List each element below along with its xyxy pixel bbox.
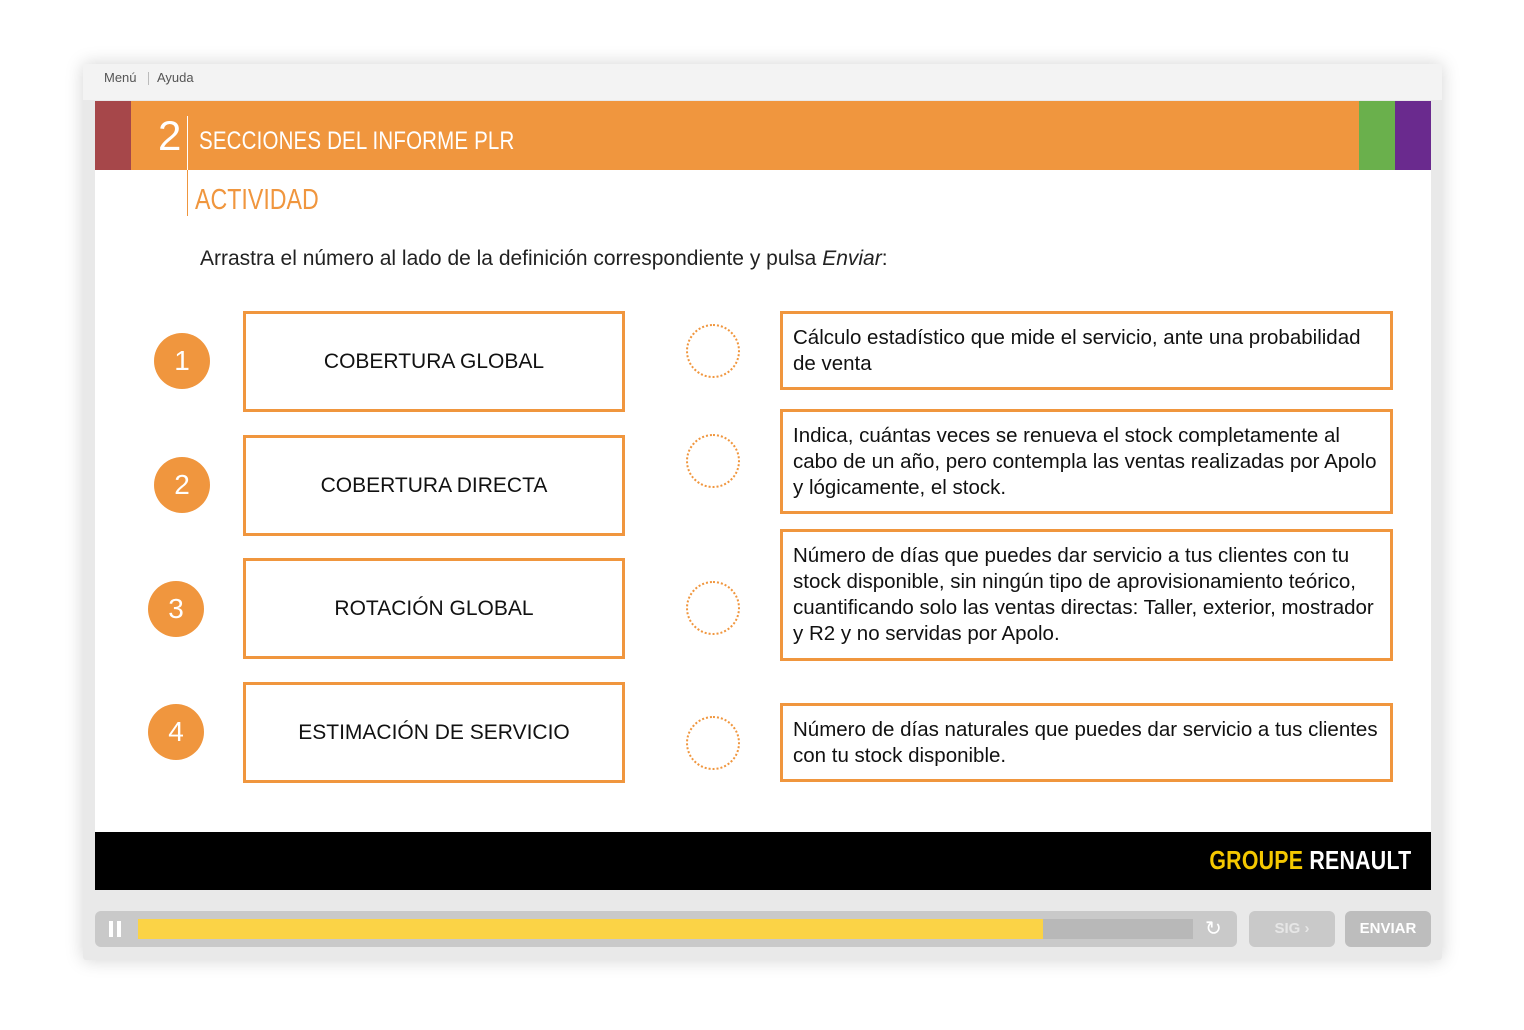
drag-number-4[interactable]: 4	[148, 704, 204, 760]
header-band-green	[1359, 101, 1395, 170]
section-divider-line-top	[187, 116, 188, 170]
term-box-3	[243, 558, 625, 659]
chevron-right-icon: ›	[1304, 920, 1310, 937]
definition-box-4	[780, 703, 1393, 782]
definition-text: Número de días naturales que puedes dar servicio a tus clientes con tu stock disponible.	[793, 717, 1378, 767]
drag-number-3[interactable]: 3	[148, 581, 204, 637]
definition-box-3	[780, 529, 1393, 661]
brand-logo: GROUPE RENAULT	[1208, 845, 1411, 875]
term-label: COBERTURA GLOBAL	[323, 349, 545, 373]
term-box-1	[243, 311, 625, 412]
progress-fill	[138, 919, 1043, 939]
term-box-4	[243, 682, 625, 783]
menu-bar	[83, 64, 1442, 100]
section-title: SECCIONES DEL INFORME PLR	[199, 127, 515, 155]
progress-bar[interactable]	[138, 919, 1193, 939]
help-link[interactable]: Ayuda	[157, 70, 194, 85]
drag-number-2[interactable]: 2	[154, 457, 210, 513]
menu-link[interactable]: Menú	[104, 70, 137, 85]
definition-text: Cálculo estadístico que mide el servicio, ante una probabilidad de venta	[793, 325, 1361, 375]
definition-box-2	[780, 409, 1393, 514]
page-subtitle: ACTIVIDAD	[195, 184, 319, 216]
footer-bar	[95, 832, 1431, 890]
drop-target-2[interactable]	[686, 434, 740, 488]
header-band-purple	[1395, 101, 1431, 170]
drop-target-3[interactable]	[686, 581, 740, 635]
section-number: 2	[158, 112, 182, 159]
term-label: ROTACIÓN GLOBAL	[334, 596, 534, 620]
term-label: ESTIMACIÓN DE SERVICIO	[298, 720, 570, 744]
definition-text: Indica, cuántas veces se renueva el stock completamente al cabo de un año, pero contempla las ventas realizadas por Apolo y lógicamente, el stock.	[793, 423, 1377, 499]
term-box-2	[243, 435, 625, 536]
drop-target-1[interactable]	[686, 324, 740, 378]
pause-icon[interactable]	[108, 921, 124, 937]
next-button[interactable]: SIG ›	[1249, 911, 1335, 947]
submit-button[interactable]: ENVIAR	[1345, 911, 1431, 947]
term-label: COBERTURA DIRECTA	[320, 473, 548, 497]
definition-text: Número de días que puedes dar servicio a tus clientes con tu stock disponible, sin ningún tipo de aprovisionamiento teórico, cuantificando solo las ventas directas: Taller, exterior, mostrador y R2 y no servidas por Apolo.	[793, 544, 1374, 645]
replay-icon[interactable]: ↻	[1205, 918, 1222, 940]
drop-target-4[interactable]	[686, 716, 740, 770]
menu-divider	[148, 72, 149, 85]
instruction-text: Arrastra el número al lado de la definición correspondiente y pulsa Enviar:	[200, 247, 888, 270]
drag-number-1[interactable]: 1	[154, 333, 210, 389]
header-band-red	[95, 101, 131, 170]
definition-box-1	[780, 311, 1393, 390]
